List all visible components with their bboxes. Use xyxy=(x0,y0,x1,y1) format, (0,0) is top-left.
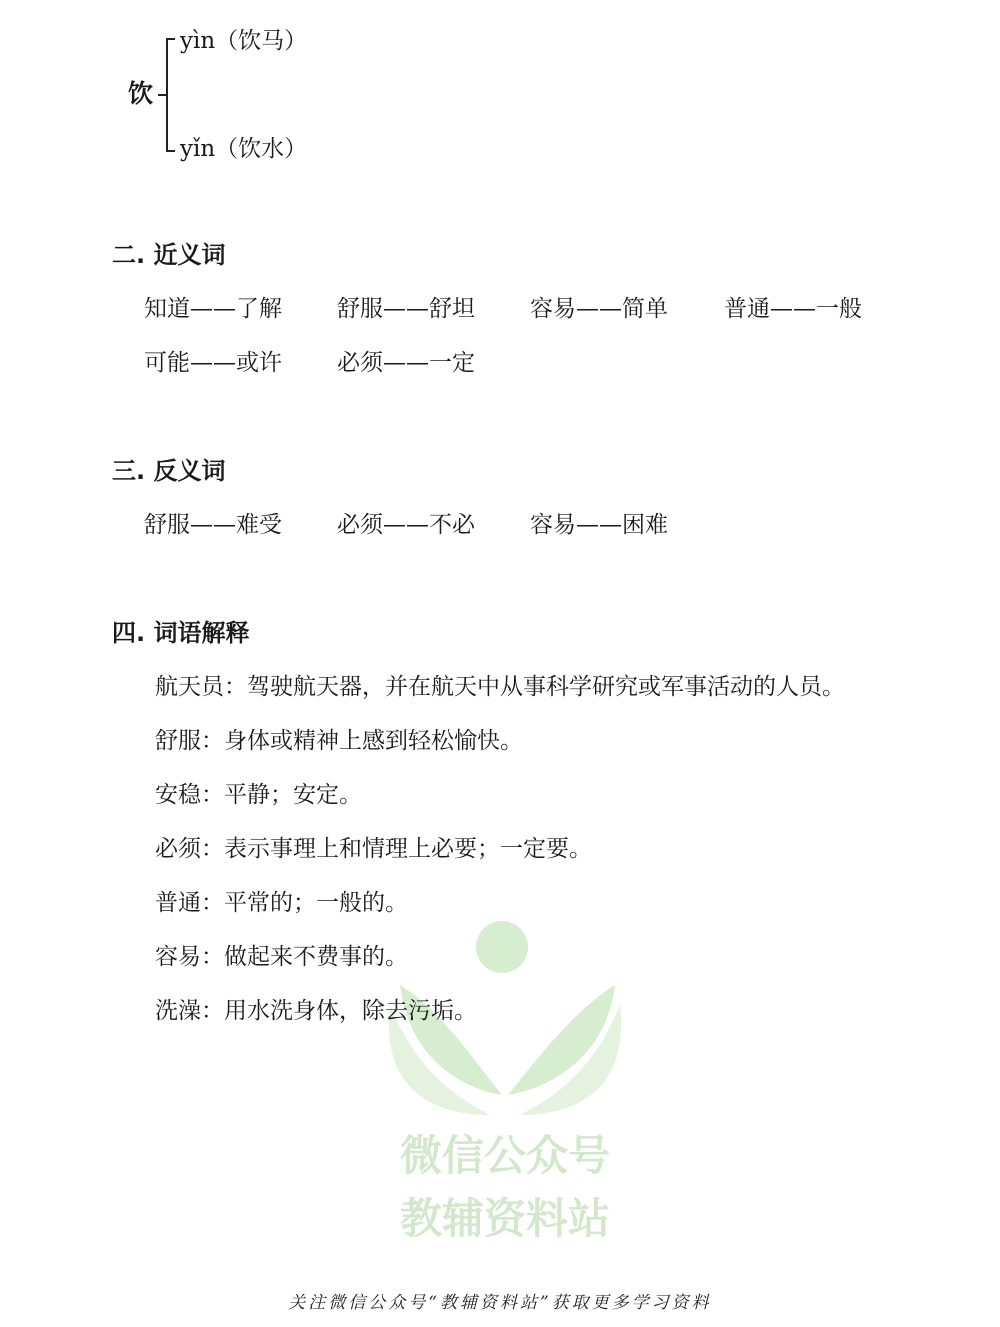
synonym-pair: 普通——一般 xyxy=(724,296,862,322)
footer-note: 关注微信公众号“教辅资料站”获取更多学习资料 xyxy=(288,1293,712,1313)
bracket-bottom xyxy=(166,150,175,152)
definition-item: 容易：做起来不费事的。 xyxy=(155,944,408,970)
watermark-line-1: 微信公众号 xyxy=(399,1131,611,1180)
reading-1-pinyin: yìn xyxy=(180,28,216,54)
antonym-pair: 容易——困难 xyxy=(530,512,668,538)
synonyms-heading: 二. 近义词 xyxy=(112,241,226,269)
bracket-top xyxy=(166,38,175,40)
reading-1 xyxy=(180,26,307,56)
watermark-line-2: 教辅资料站 xyxy=(399,1194,611,1243)
reading-2-pinyin: yǐn xyxy=(180,136,216,162)
bracket-middle xyxy=(158,94,167,96)
definition-item: 航天员：驾驶航天器，并在航天中从事科学研究或军事活动的人员。 xyxy=(155,674,845,700)
definition-item: 洗澡：用水洗身体，除去污垢。 xyxy=(155,998,477,1024)
definition-item: 舒服：身体或精神上感到轻松愉快。 xyxy=(155,728,523,754)
sprout-logo-icon xyxy=(380,915,630,1245)
definitions-heading: 四. 词语解释 xyxy=(112,619,250,647)
synonym-pair: 知道——了解 xyxy=(144,296,282,322)
synonym-pair: 容易——简单 xyxy=(530,296,668,322)
antonyms-heading: 三. 反义词 xyxy=(112,457,226,485)
definition-item: 普通：平常的；一般的。 xyxy=(155,890,408,916)
synonym-pair: 可能——或许 xyxy=(144,350,282,376)
synonym-pair: 舒服——舒坦 xyxy=(337,296,475,322)
antonym-pair: 必须——不必 xyxy=(337,512,475,538)
synonym-pair: 必须——一定 xyxy=(337,350,475,376)
antonym-pair: 舒服——难受 xyxy=(144,512,282,538)
reading-2 xyxy=(180,134,307,164)
watermark-logo xyxy=(380,915,630,1245)
reading-1-example: （饮马） xyxy=(215,28,308,54)
reading-2-example: （饮水） xyxy=(215,136,308,162)
polyphone-char: 饮 xyxy=(128,79,154,108)
definition-item: 必须：表示事理上和情理上必要；一定要。 xyxy=(155,836,592,862)
definition-item: 安稳：平静；安定。 xyxy=(155,782,362,808)
